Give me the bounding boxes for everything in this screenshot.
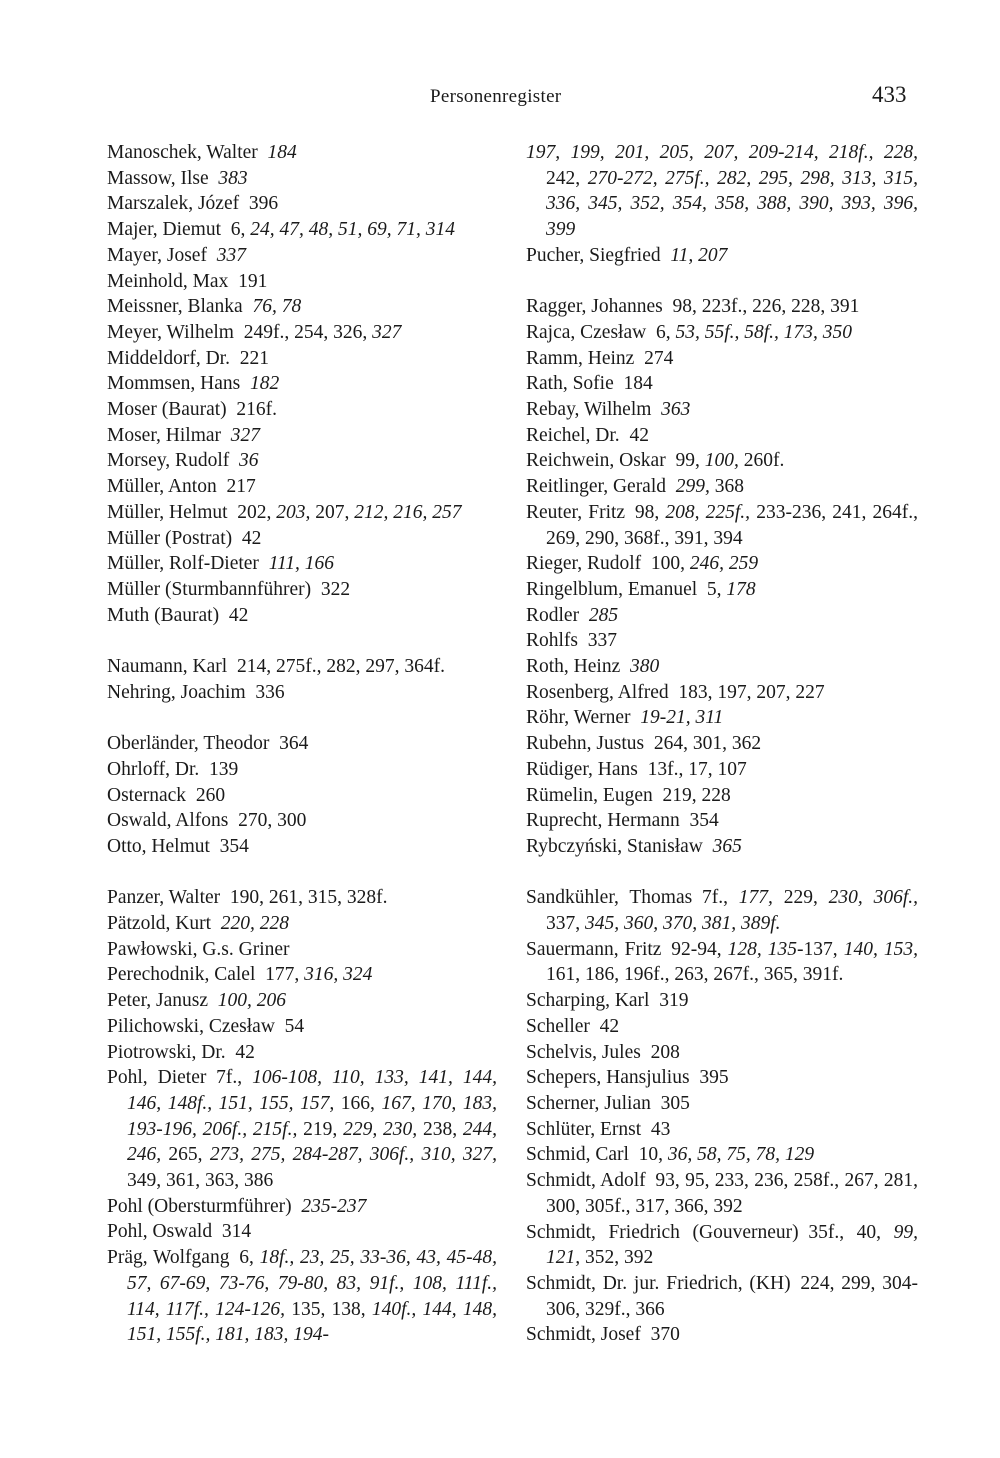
index-column-left	[107, 140, 497, 1348]
index-entry	[526, 294, 918, 320]
page-refs: 370	[650, 1324, 680, 1346]
page-refs: 246, 259	[689, 553, 759, 575]
entry-name: Müller, Anton	[107, 476, 217, 498]
index-entry	[107, 834, 497, 860]
page-refs: 365	[712, 835, 742, 857]
page-refs: 18f., 23, 25, 33-36, 43, 45-48, 57, 67-69, 73-76, 79-80, 83, 91f., 108, 111f., 114, 117f., 124-126,	[127, 1247, 498, 1320]
index-entry	[107, 654, 497, 680]
index-entry	[526, 783, 918, 809]
page-refs: 363	[661, 399, 691, 421]
page-refs: 233-236, 241, 264f., 269, 290, 368f., 391, 394	[546, 501, 918, 549]
page-refs: 354	[219, 835, 249, 857]
page-refs: 177,	[738, 887, 784, 909]
entry-name: Reichwein, Oskar	[526, 450, 666, 472]
entry-name: Ruprecht, Hermann	[526, 810, 680, 832]
page-refs: 167, 170, 183, 193-196, 206f., 215f.,	[127, 1092, 498, 1140]
entry-name: Schelvis, Jules	[526, 1041, 641, 1063]
index-entry	[526, 551, 918, 577]
index-entry	[526, 474, 918, 500]
index-entry	[526, 1014, 918, 1040]
index-entry	[526, 834, 918, 860]
entry-name: Ohrloff, Dr.	[107, 758, 200, 780]
index-entry	[107, 808, 497, 834]
page-refs: 184	[623, 373, 653, 395]
index-entry	[526, 757, 918, 783]
entry-name: Peter, Janusz	[107, 990, 209, 1012]
page-refs: 396	[248, 193, 279, 215]
entry-name: Pohl, Oswald	[107, 1221, 213, 1243]
index-entry	[107, 911, 497, 937]
entry-name: Roth, Heinz	[526, 656, 621, 678]
index-entry	[526, 1065, 918, 1091]
page-refs: 354	[689, 810, 719, 832]
page-refs: 299,	[675, 476, 715, 498]
page-refs: 11, 207	[670, 244, 728, 266]
page-refs: 10,	[638, 1144, 668, 1166]
entry-name: Schmidt, Adolf	[526, 1170, 646, 1192]
page-refs: 111, 166	[268, 553, 335, 575]
entry-name: Meyer, Wilhelm	[107, 321, 234, 343]
index-entry	[526, 1040, 918, 1066]
entry-name: Osternack	[107, 784, 187, 806]
entry-name: Pucher, Siegfried	[526, 244, 661, 266]
page-refs: 221	[239, 347, 269, 369]
index-entry	[526, 808, 918, 834]
page-refs: 314	[221, 1221, 252, 1243]
index-entry	[526, 243, 918, 269]
index-entry	[107, 320, 497, 346]
page-refs: 214, 275f., 282, 297, 364f.	[236, 656, 445, 678]
page-refs: 99,	[675, 450, 705, 472]
page-refs: 7f.,	[701, 887, 739, 909]
page-refs: 197, 199, 201, 205, 207, 209-214, 218f., 228,	[526, 142, 918, 163]
page-refs: 270, 300	[238, 810, 307, 832]
index-entry	[526, 705, 918, 731]
page-refs: 217	[226, 476, 256, 498]
entry-name: Schmidt, Josef	[526, 1324, 641, 1346]
index-entry	[526, 320, 918, 346]
index-entry	[107, 217, 497, 243]
index-entry	[107, 397, 497, 423]
page-refs: 352, 392	[585, 1247, 654, 1269]
entry-name: Rybczyński, Stanisław	[526, 835, 703, 857]
letter-group-gap	[526, 860, 918, 886]
index-entry	[107, 1040, 497, 1066]
page-refs: 100, 206	[217, 990, 287, 1012]
index-entry	[107, 783, 497, 809]
index-entry	[107, 1014, 497, 1040]
entry-name: Muth (Baurat)	[107, 604, 220, 626]
entry-name: Ramm, Heinz	[526, 347, 635, 369]
page-refs: 285	[588, 604, 619, 626]
index-entry-continuation	[526, 140, 918, 243]
entry-name: Manoschek, Walter	[107, 142, 258, 163]
entry-name: Scherner, Julian	[526, 1092, 651, 1114]
index-entry	[107, 757, 497, 783]
entry-name: Moser (Baurat)	[107, 399, 227, 421]
page-refs: 207,	[315, 501, 355, 523]
entry-name: Marszalek, Józef	[107, 193, 240, 215]
index-entry	[526, 577, 918, 603]
entry-name: Scharping, Karl	[526, 990, 650, 1012]
entry-name: Scheller	[526, 1015, 590, 1037]
page-refs: 208, 225f.,	[665, 501, 757, 523]
page-refs: 98, 223f., 226, 228, 391	[672, 296, 860, 318]
index-entry	[107, 962, 497, 988]
page-refs: 166,	[340, 1092, 382, 1114]
entry-name: Sauermann, Fritz	[526, 938, 662, 960]
entry-name: Moser, Hilmar	[107, 424, 222, 446]
entry-name: Otto, Helmut	[107, 835, 210, 857]
entry-name: Reuter, Fritz	[526, 501, 626, 523]
entry-name: Schepers, Hansjulius	[526, 1067, 690, 1089]
entry-name: Schmid, Carl	[526, 1144, 629, 1166]
page-refs: 42	[228, 604, 249, 626]
index-entry	[526, 1142, 918, 1168]
index-entry	[107, 1245, 497, 1348]
index-entry	[526, 885, 918, 936]
page-refs: 7f.,	[216, 1067, 253, 1089]
entry-name: Oberländer, Theodor	[107, 733, 270, 755]
index-entry	[107, 551, 497, 577]
page-refs: 219,	[303, 1118, 344, 1140]
page-refs: 13f., 17, 107	[647, 758, 747, 780]
index-entry	[526, 680, 918, 706]
page-refs: 216f.	[236, 399, 278, 421]
entry-name: Ringelblum, Emanuel	[526, 578, 698, 600]
page-refs: 42	[599, 1015, 620, 1037]
entry-name: Pohl (Obersturmführer)	[107, 1195, 292, 1217]
page-refs: 191	[238, 270, 268, 292]
entry-name: Majer, Diemut	[107, 219, 222, 241]
entry-name: Pilichowski, Czesław	[107, 1015, 275, 1037]
page-refs: 5,	[706, 578, 727, 600]
entry-name: Müller (Sturmbannführer)	[107, 578, 312, 600]
page-refs: 380	[629, 656, 660, 678]
index-entry	[107, 577, 497, 603]
page-refs: 345, 360, 370, 381, 389f.	[585, 913, 781, 935]
index-entry	[526, 1091, 918, 1117]
page-refs: 92-94,	[671, 938, 728, 960]
page-refs: 337	[216, 244, 246, 266]
index-entry	[107, 731, 497, 757]
entry-name: Meissner, Blanka	[107, 296, 243, 318]
page-refs: 6,	[239, 1247, 260, 1269]
entry-name: Pätzold, Kurt	[107, 913, 211, 935]
index-entry	[526, 628, 918, 654]
page-number: 433	[872, 82, 907, 107]
page-refs: 260	[195, 784, 226, 806]
entry-name: Rath, Sofie	[526, 373, 614, 395]
page-refs: 54	[284, 1015, 305, 1037]
page-refs: 140f., 144, 148, 151, 155f., 181, 183, 194-	[127, 1298, 498, 1346]
entry-name: Präg, Wolfgang	[107, 1247, 230, 1269]
index-entry	[526, 397, 918, 423]
index-entry	[107, 1194, 497, 1220]
entry-name: Mayer, Josef	[107, 244, 207, 266]
index-entry	[107, 1219, 497, 1245]
page-refs: 128, 135-	[727, 938, 804, 960]
page-refs: 212, 216, 257	[354, 501, 462, 523]
page-refs: 265,	[168, 1144, 210, 1166]
index-entry	[107, 140, 497, 166]
page-refs: 229,	[783, 887, 829, 909]
index-column-right	[526, 140, 918, 1348]
page-refs: 100,	[704, 450, 744, 472]
entry-name: Rohlfs	[526, 630, 579, 652]
page-refs: 336	[255, 681, 285, 703]
page-refs: 202,	[237, 501, 277, 523]
index-entry	[526, 423, 918, 449]
index-entry	[107, 423, 497, 449]
page-refs: 42	[241, 527, 262, 549]
running-title: Personenregister	[430, 86, 562, 107]
page-refs: 42	[235, 1041, 255, 1063]
page-refs: 219, 228	[662, 784, 731, 806]
index-entry	[107, 603, 497, 629]
index-entry	[107, 191, 497, 217]
entry-name: Röhr, Werner	[526, 707, 631, 729]
entry-name: Rümelin, Eugen	[526, 784, 653, 806]
index-entry	[526, 448, 918, 474]
page-refs: 229, 230,	[343, 1118, 423, 1140]
page-refs: 139	[209, 758, 239, 780]
page-refs: 35f., 40,	[808, 1221, 894, 1243]
page-refs: 36	[238, 450, 259, 472]
index-entry	[526, 1271, 918, 1322]
entry-name: Sandkühler, Thomas	[526, 887, 693, 909]
page-refs: 99, 121,	[546, 1221, 918, 1269]
entry-name: Rieger, Rudolf	[526, 553, 642, 575]
page-refs: 273, 275, 284-287, 306f., 310, 327,	[209, 1144, 497, 1166]
page-refs: 161, 186, 196f., 263, 267f., 365, 391f.	[546, 964, 844, 986]
page-refs: 327	[372, 321, 402, 343]
page-refs: 230, 306f.,	[828, 887, 918, 909]
index-entry	[107, 166, 497, 192]
entry-name: Pohl, Dieter	[107, 1067, 207, 1089]
page-refs: 249f., 254, 326,	[243, 321, 373, 343]
entry-name: Müller (Postrat)	[107, 527, 233, 549]
page-refs: 53, 55f., 58f., 173, 350	[675, 321, 853, 343]
page-refs: 98,	[634, 501, 666, 523]
entry-name: Pawłowski, G.s. Griner	[107, 938, 290, 960]
page-refs: 235-237	[301, 1195, 367, 1217]
entry-name: Rajca, Czesław	[526, 321, 647, 343]
entry-name: Ragger, Johannes	[526, 296, 663, 318]
entry-name: Piotrowski, Dr.	[107, 1041, 226, 1063]
page-refs: 238,	[422, 1118, 463, 1140]
page-refs: 319	[659, 990, 689, 1012]
page-refs: 177,	[265, 964, 305, 986]
entry-name: Middeldorf, Dr.	[107, 347, 230, 369]
page-refs: 337	[587, 630, 618, 652]
index-entry	[526, 937, 918, 988]
index-entry	[526, 603, 918, 629]
page-refs: 190, 261, 315, 328f.	[229, 887, 388, 909]
index-entry	[107, 680, 497, 706]
page-refs: 349, 361, 363, 386	[127, 1170, 274, 1192]
page-refs: 368	[714, 476, 745, 498]
index-entry	[107, 885, 497, 911]
page-refs: 43	[650, 1118, 671, 1140]
entry-name: Perechodnik, Calel	[107, 964, 256, 986]
entry-name: Oswald, Alfons	[107, 810, 229, 832]
entry-name: Nehring, Joachim	[107, 681, 246, 703]
index-entry	[526, 731, 918, 757]
index-entry	[526, 1220, 918, 1271]
entry-name: Naumann, Karl	[107, 656, 228, 678]
page-refs: 184	[267, 142, 297, 163]
index-entry	[107, 937, 497, 963]
index-entry	[526, 371, 918, 397]
page-refs: 106-108, 110, 133, 141, 144, 146, 148f., 151, 155, 157,	[127, 1067, 498, 1114]
page-refs: 135, 138,	[291, 1298, 372, 1320]
page-refs: 337,	[546, 913, 585, 935]
entry-name: Rodler	[526, 604, 580, 626]
page-refs: 93, 95, 233, 236, 258f., 267, 281, 300, 305f., 317, 366, 392	[546, 1170, 919, 1217]
page-refs: 140, 153,	[843, 938, 918, 960]
page-refs: 264, 301, 362	[653, 733, 762, 755]
index-entry	[526, 988, 918, 1014]
page-refs: 76, 78	[252, 296, 302, 318]
entry-name: Mommsen, Hans	[107, 373, 241, 395]
index-entry	[107, 294, 497, 320]
page-refs: 137,	[803, 938, 844, 960]
index-entry	[107, 243, 497, 269]
index-entry	[107, 346, 497, 372]
index-entry	[526, 1117, 918, 1143]
entry-name: Reichel, Dr.	[526, 424, 620, 446]
page-refs: 395	[699, 1067, 729, 1089]
page-refs: 242,	[546, 167, 588, 189]
index-entry	[526, 346, 918, 372]
letter-group-gap	[107, 860, 497, 886]
page-refs: 208	[650, 1041, 680, 1063]
page-refs: 244, 246,	[127, 1118, 498, 1166]
page-refs: 220, 228	[220, 913, 289, 935]
index-entry	[107, 371, 497, 397]
page-refs: 364	[279, 733, 309, 755]
index-entry	[107, 1065, 497, 1194]
entry-name: Müller, Helmut	[107, 501, 228, 523]
page-refs: 203,	[276, 501, 316, 523]
entry-name: Meinhold, Max	[107, 270, 229, 292]
entry-name: Rosenberg, Alfred	[526, 681, 669, 703]
page-refs: 270-272, 275f., 282, 295, 298, 313, 315, 336, 345, 352, 354, 358, 388, 390, 393, 396, 399	[546, 167, 919, 241]
entry-name: Reitlinger, Gerald	[526, 476, 667, 498]
page-refs: 6,	[230, 219, 251, 241]
page-refs: 6,	[655, 321, 676, 343]
page-refs: 100,	[650, 553, 690, 575]
page-refs: 327	[230, 424, 261, 446]
index-entry	[107, 474, 497, 500]
page-refs: 183, 197, 207, 227	[678, 681, 825, 703]
page-refs: 305	[660, 1092, 690, 1114]
page-refs: 42	[629, 424, 649, 446]
page-refs: 316, 324	[304, 964, 373, 986]
entry-name: Panzer, Walter	[107, 887, 221, 909]
index-entry	[107, 500, 497, 526]
page-header	[0, 82, 1000, 116]
index-entry	[107, 269, 497, 295]
entry-name: Morsey, Rudolf	[107, 450, 230, 472]
letter-group-gap	[526, 269, 918, 295]
index-entry	[526, 1168, 918, 1219]
page-refs: 383	[218, 167, 248, 189]
entry-name: Schlüter, Ernst	[526, 1118, 642, 1140]
page-refs: 224, 299, 304-306, 329f., 366	[546, 1272, 918, 1320]
index-entry	[107, 988, 497, 1014]
entry-name: Massow, Ilse	[107, 167, 209, 189]
page-refs: 260f.	[743, 450, 785, 472]
page-refs: 322	[320, 578, 351, 600]
entry-name: Rebay, Wilhelm	[526, 399, 652, 421]
letter-group-gap	[107, 705, 497, 731]
letter-group-gap	[107, 628, 497, 654]
index-entry	[107, 526, 497, 552]
page-refs: 36, 58, 75, 78, 129	[667, 1144, 815, 1166]
page-refs: 178	[726, 578, 756, 600]
index-entry	[526, 654, 918, 680]
entry-name: Schmidt, Friedrich (Gouverneur)	[526, 1221, 799, 1243]
page-refs: 24, 47, 48, 51, 69, 71, 314	[250, 219, 456, 241]
index-entry	[526, 1322, 918, 1348]
page-refs: 274	[644, 347, 674, 369]
index-entry	[526, 500, 918, 551]
index-entry	[107, 448, 497, 474]
page-refs: 182	[250, 373, 280, 395]
entry-name: Rüdiger, Hans	[526, 758, 638, 780]
entry-name: Schmidt, Dr. jur. Friedrich, (KH)	[526, 1272, 791, 1294]
entry-name: Müller, Rolf-Dieter	[107, 553, 259, 575]
entry-name: Rubehn, Justus	[526, 733, 645, 755]
page-refs: 19-21, 311	[640, 707, 724, 729]
